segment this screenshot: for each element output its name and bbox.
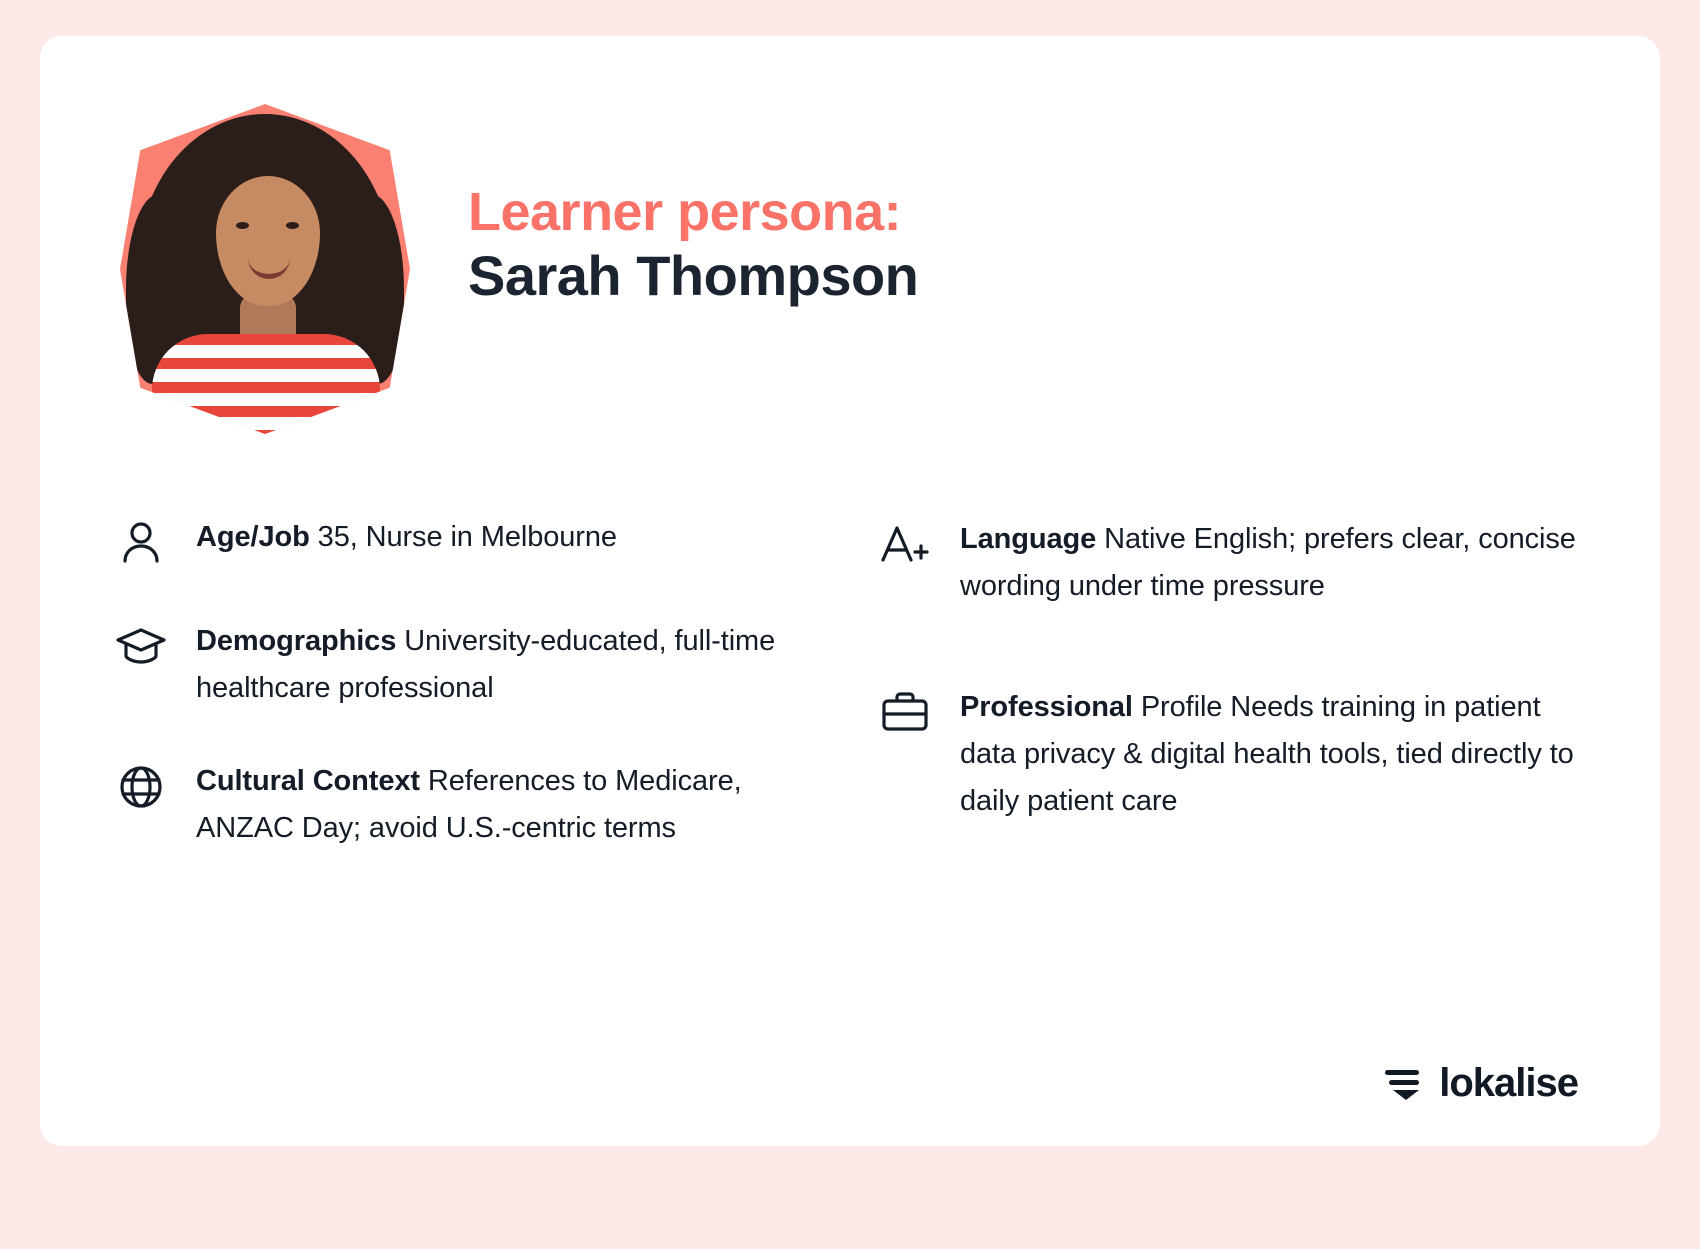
portrait-eye-right bbox=[286, 222, 299, 229]
avatar-portrait bbox=[120, 104, 410, 434]
detail-row-professional bbox=[874, 684, 1590, 825]
detail-value: Profile Needs training in patient data privacy & digital health tools, tied directly to daily patient care bbox=[960, 690, 1574, 817]
briefcase-icon bbox=[874, 684, 936, 742]
detail-text bbox=[196, 758, 826, 852]
details-column-right bbox=[874, 514, 1590, 898]
detail-label: Cultural Context bbox=[196, 764, 420, 797]
person-icon bbox=[110, 514, 172, 572]
detail-label: Professional bbox=[960, 690, 1133, 723]
lokalise-logo bbox=[1385, 1061, 1578, 1106]
detail-row-age-job bbox=[110, 514, 826, 572]
lokalise-logo-text: lokalise bbox=[1439, 1061, 1578, 1105]
page-title-eyebrow: Learner persona: bbox=[468, 182, 902, 242]
persona-card bbox=[40, 36, 1660, 1146]
title-block bbox=[468, 96, 918, 311]
portrait-striped-shirt bbox=[152, 334, 380, 434]
detail-row-language bbox=[874, 516, 1590, 610]
globe-icon bbox=[110, 758, 172, 816]
detail-label: Language bbox=[960, 523, 1097, 555]
avatar bbox=[110, 96, 410, 436]
detail-label: Age/Job bbox=[196, 521, 310, 553]
details-column-left bbox=[110, 514, 826, 898]
detail-value: University-educated, full-time healthcare professional bbox=[196, 625, 776, 704]
detail-label: Demographics bbox=[196, 625, 397, 657]
detail-text bbox=[196, 618, 826, 712]
detail-value: Native English; prefers clear, concise wording under time pressure bbox=[960, 523, 1576, 602]
detail-row-cultural-context bbox=[110, 758, 826, 852]
detail-value: 35, Nurse in Melbourne bbox=[309, 521, 617, 553]
a-plus-icon bbox=[874, 516, 936, 574]
graduation-cap-icon bbox=[110, 618, 172, 676]
page-title: Sarah Thompson bbox=[468, 243, 919, 307]
detail-text bbox=[960, 684, 1590, 825]
detail-value: References to Medicare, ANZAC Day; avoid U.S.-centric terms bbox=[196, 764, 742, 844]
detail-text bbox=[196, 514, 617, 561]
card-header bbox=[110, 96, 1590, 436]
portrait-eye-left bbox=[236, 222, 249, 229]
lokalise-logo-icon bbox=[1385, 1067, 1425, 1101]
details-grid bbox=[110, 514, 1590, 898]
detail-row-demographics bbox=[110, 618, 826, 712]
detail-text bbox=[960, 516, 1590, 610]
